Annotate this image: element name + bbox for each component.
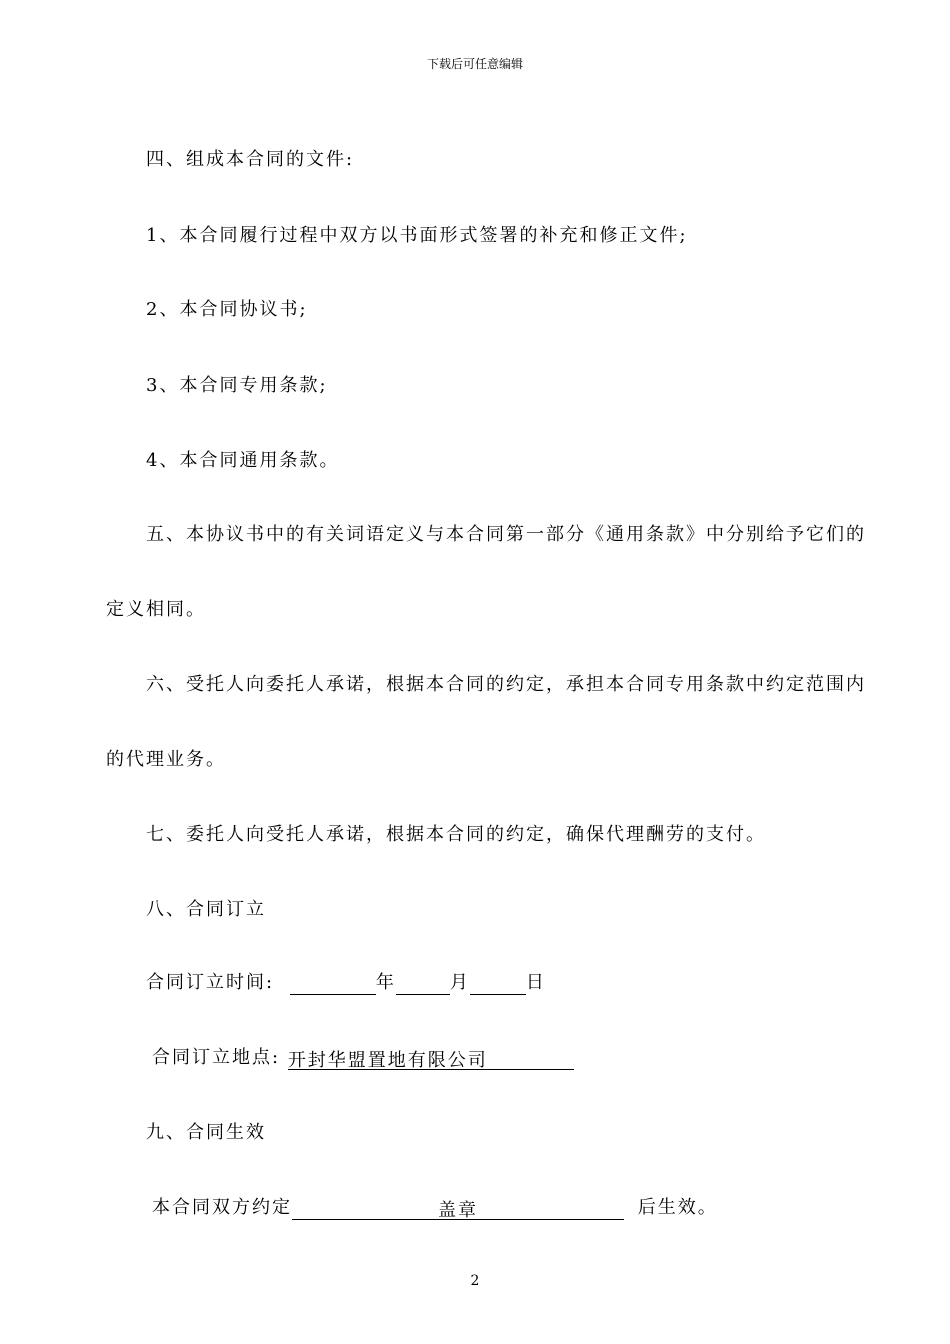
day-blank [470,974,526,995]
list-item-1: 1、本合同履行过程中双方以书面形式签署的补充和修正文件; [146,225,688,246]
year-label: 年 [375,972,396,993]
page-number: 2 [470,1273,480,1289]
list-item-4: 4、本合同通用条款。 [146,450,340,471]
effective-suffix: 后生效。 [637,1197,718,1218]
section-6-line-2: 的代理业务。 [106,749,226,770]
signing-place-label: 合同订立地点: [152,1047,281,1068]
effective-prefix: 本合同双方约定 [152,1197,292,1218]
effective-blank: 盖章 [292,1199,624,1220]
effective-row [152,1196,718,1220]
section-5-line-1: 五、本协议书中的有关词语定义与本合同第一部分《通用条款》中分别给予它们的 [146,524,866,545]
signing-place-value: 开封华盟置地有限公司 [288,1049,574,1070]
signing-time-row [146,971,546,995]
signing-time-label: 合同订立时间: [146,972,275,993]
list-item-3: 3、本合同专用条款; [146,375,328,396]
signing-place-row [152,1046,574,1070]
section-7: 七、委托人向受托人承诺，根据本合同的约定，确保代理酬劳的支付。 [146,824,766,845]
month-label: 月 [449,972,470,993]
section-5-line-2: 定义相同。 [106,599,206,620]
month-blank [396,974,450,995]
list-item-2: 2、本合同协议书; [146,299,308,320]
page-header: 下载后可任意编辑 [426,57,523,71]
year-blank [290,974,376,995]
section-4-title: 四、组成本合同的文件: [146,149,355,170]
day-label: 日 [525,972,546,993]
section-9-title: 九、合同生效 [146,1122,266,1143]
section-6-line-1: 六、受托人向委托人承诺，根据本合同的约定，承担本合同专用条款中约定范围内 [146,674,866,695]
section-8-title: 八、合同订立 [146,899,266,920]
